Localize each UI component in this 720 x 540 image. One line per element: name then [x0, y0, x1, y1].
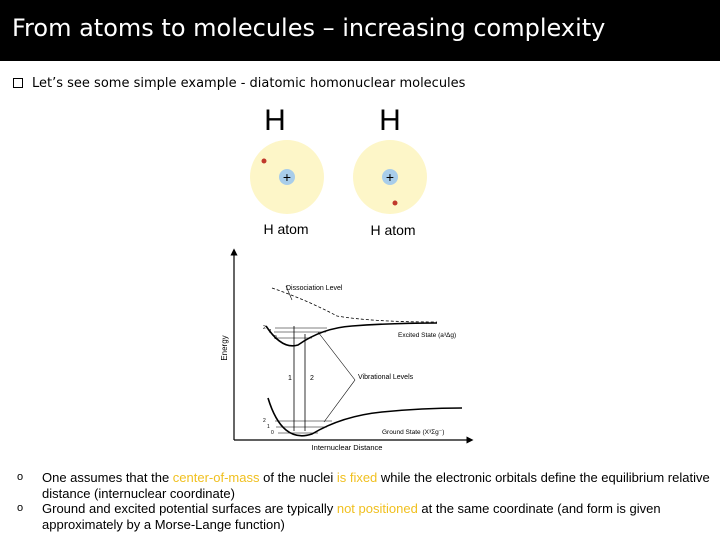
ground-level-num: 0 [271, 430, 274, 436]
bullet-item-1 [17, 470, 717, 501]
bullet-marker: o [17, 471, 24, 483]
atom-label-2: H atom [370, 222, 416, 238]
transition-label-1: 1 [288, 375, 292, 382]
bullet-marker: o [17, 502, 24, 514]
dissociation-label: Dissociation Level [286, 285, 343, 292]
ground-level-num: 2 [263, 418, 266, 424]
bullet-text: of the nuclei [259, 470, 337, 485]
excited-level-num: 0 [274, 335, 277, 341]
ground-level-num: 1 [267, 424, 270, 430]
atom-label-1: H atom [263, 221, 309, 237]
checkbox-bullet-icon [13, 78, 23, 88]
bullet-text: at the same coordinate (and form is given approximately by a Morse-Lange function) [42, 501, 661, 532]
excited-state-label: Excited State (a³Δg) [398, 332, 457, 339]
bullet-text: Ground and excited potential surfaces are typically [42, 501, 337, 516]
bullet-item-2 [17, 501, 717, 532]
potential-energy-diagram [212, 246, 476, 452]
subtitle-text: Let’s see some simple example - diatomic homonuclear molecules [32, 76, 466, 91]
bullet-list [17, 470, 717, 532]
bullet-highlight: not positioned [336, 501, 418, 516]
excited-level-num: 1 [269, 329, 272, 335]
subtitle-line [13, 76, 465, 91]
slide-title: From atoms to molecules – increasing complexity [12, 14, 606, 42]
bullet-text: while the electronic orbitals define the equilibrium relative distance (internuclear coordinate) [42, 470, 710, 501]
bullet-highlight: is fixed [336, 470, 378, 485]
ground-state-label: Ground State (X³Σg⁻) [382, 429, 445, 436]
dissociation-curve [272, 288, 437, 322]
y-axis-label: Energy [220, 335, 229, 361]
bullet-text: One assumes that the [42, 470, 173, 485]
title-bar [0, 0, 720, 61]
nucleus-charge-1: + [282, 169, 292, 185]
atom-symbol-1: H [264, 104, 286, 137]
electron-1 [262, 159, 267, 164]
hydrogen-atoms-figure [240, 98, 450, 243]
vibrational-pointer [318, 332, 355, 380]
vibrational-levels-label: Vibrational Levels [358, 374, 414, 381]
electron-2 [393, 201, 398, 206]
nucleus-charge-2: + [385, 169, 395, 185]
x-axis-label: Internuclear Distance [311, 443, 383, 452]
bullet-highlight: center-of-mass [172, 470, 260, 485]
excited-level-num: 2 [263, 325, 266, 331]
atom-symbol-2: H [379, 104, 401, 137]
transition-label-2: 2 [310, 375, 314, 382]
vibrational-pointer [324, 380, 355, 422]
